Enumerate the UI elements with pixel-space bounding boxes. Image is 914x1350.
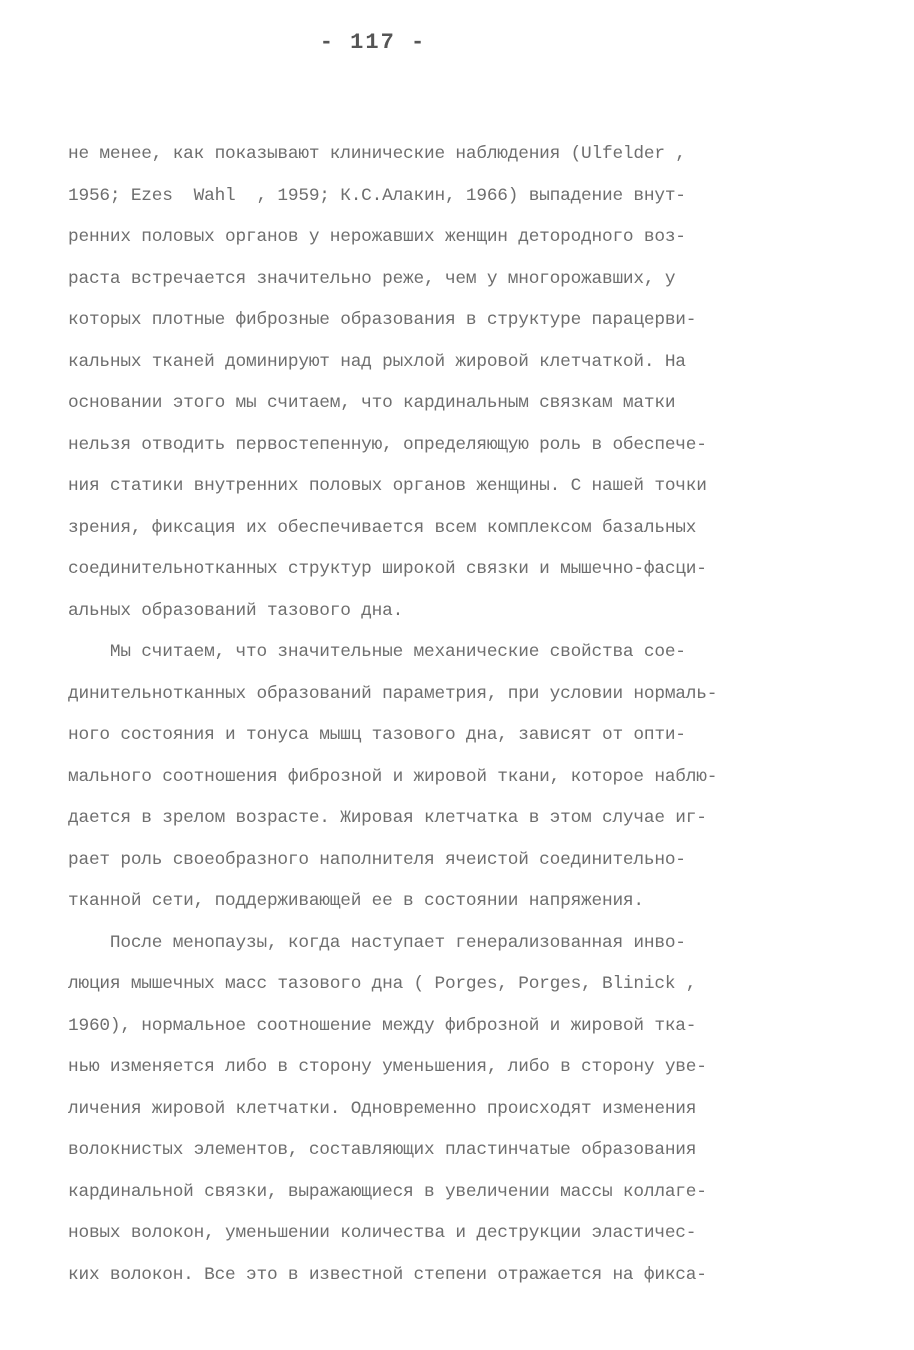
- body-text: [68, 134, 848, 1296]
- text-line: нью изменяется либо в сторону уменьшения, либо в сторону уве-: [68, 1057, 707, 1077]
- text-line: основании этого мы считаем, что кардинальным связкам матки: [68, 393, 676, 413]
- text-line: кардинальной связки, выражающиеся в увеличении массы коллаге-: [68, 1181, 707, 1202]
- text-line: кальных тканей доминируют над рыхлой жировой клетчаткой. На: [68, 351, 686, 372]
- text-line: ного состояния и тонуса мышц тазового дна, зависят от опти-: [68, 725, 686, 745]
- text-line: тканной сети, поддерживающей ее в состоянии напряжения.: [68, 891, 644, 911]
- text-line: волокнистых элементов, составляющих пластинчатые образования: [68, 1140, 697, 1160]
- text-line: альных образований тазового дна.: [68, 600, 404, 621]
- text-line: которых плотные фиброзные образования в структуре парацерви-: [68, 310, 697, 330]
- text-line: раста встречается значительно реже, чем у многорожавших, у: [68, 268, 676, 289]
- text-line: После менопаузы, когда наступает генерализованная инво-: [68, 932, 686, 953]
- text-line: мального соотношения фиброзной и жировой ткани, которое наблю-: [68, 766, 718, 787]
- text-line: нельзя отводить первостепенную, определяющую роль в обеспече-: [68, 434, 707, 455]
- text-line: люция мышечных масс тазового дна ( Porges, Porges, Blinick ,: [68, 974, 697, 994]
- text-line: дается в зрелом возрасте. Жировая клетчатка в этом случае иг-: [68, 808, 707, 828]
- text-line: личения жировой клетчатки. Одновременно происходят изменения: [68, 1098, 697, 1119]
- text-line: динительнотканных образований параметрия, при условии нормаль-: [68, 683, 718, 704]
- text-line: ренних половых органов у нерожавших женщин детородного воз-: [68, 227, 686, 247]
- text-line: соединительнотканных структур широкой связки и мышечно-фасци-: [68, 559, 707, 579]
- text-line: рает роль своеобразного наполнителя ячеистой соединительно-: [68, 849, 686, 870]
- text-line: ния статики внутренних половых органов женщины. С нашей точки: [68, 476, 707, 496]
- text-line: не менее, как показывают клинические наблюдения (Ulfelder ,: [68, 144, 686, 164]
- text-line: зрения, фиксация их обеспечивается всем комплексом базальных: [68, 517, 697, 538]
- text-line: 1960), нормальное соотношение между фиброзной и жировой тка-: [68, 1015, 697, 1036]
- text-line: Мы считаем, что значительные механические свойства сое-: [68, 642, 686, 662]
- page-number: - 117 -: [319, 30, 427, 55]
- text-line: ких волокон. Все это в известной степени отражается на фикса-: [68, 1264, 707, 1285]
- text-line: 1956; Ezes Wahl , 1959; К.С.Алакин, 1966) выпадение внут-: [68, 185, 686, 206]
- text-line: новых волокон, уменьшении количества и деструкции эластичес-: [68, 1223, 697, 1243]
